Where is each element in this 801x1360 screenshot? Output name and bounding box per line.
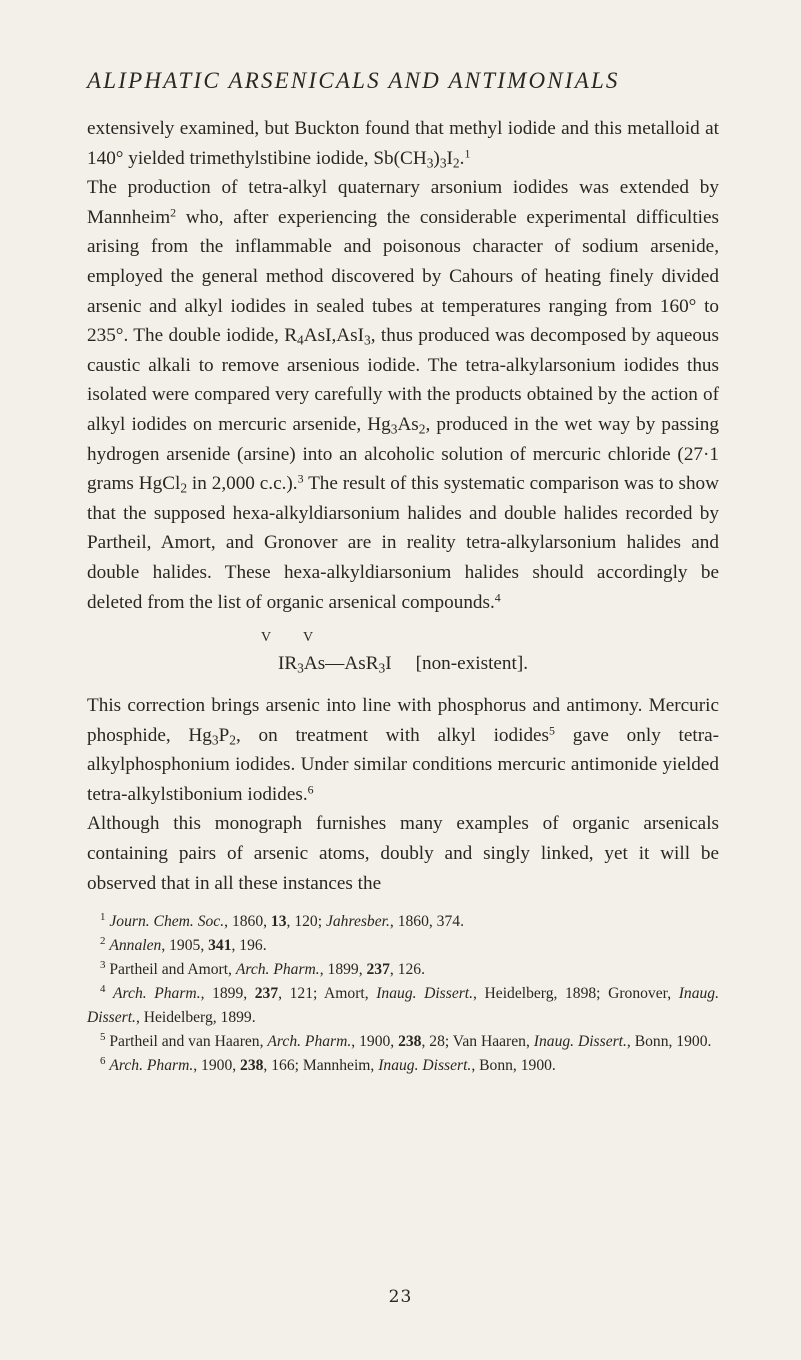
journal-title: Arch. Pharm.	[267, 1033, 352, 1051]
paragraph-4	[87, 809, 719, 898]
text-run: , 121; Amort,	[278, 985, 377, 1003]
text-run: gave only tetra-alkylphosphonium iodides. Under similar conditions mercuric antimonide yielded tetra-alkylstibonium iodides.	[87, 724, 720, 805]
valence-mark: V	[303, 630, 314, 646]
footnote-number: 3	[100, 959, 106, 972]
journal-title: Inaug. Dissert.	[87, 985, 719, 1027]
footnote-ref[interactable]: 2	[170, 205, 177, 220]
text-run: extensively examined, but Buckton found that methyl iodide and this metalloid at 140° yielded trimethylstibine iodide, Sb(CH	[87, 118, 719, 169]
formula-text: As—AsR	[303, 653, 379, 675]
subscript: 3	[211, 732, 219, 748]
footnote-2	[87, 934, 719, 958]
subscript: 4	[297, 332, 304, 348]
subscript: 3	[426, 154, 434, 170]
footnote-5	[87, 1030, 719, 1054]
valence-mark: V	[261, 630, 272, 646]
formula-line	[87, 649, 719, 679]
text-run: .	[459, 147, 465, 169]
footnote-number: 4	[100, 983, 106, 996]
text-run: AsI,AsI	[303, 325, 364, 347]
paragraph-3	[87, 691, 719, 809]
journal-title: Journ. Chem. Soc.	[109, 913, 225, 931]
footnotes	[87, 910, 719, 1078]
journal-title: Arch. Pharm.	[235, 961, 320, 979]
volume: 238	[240, 1057, 264, 1075]
text-run: As	[397, 413, 419, 435]
text-run: , 1900,	[351, 1033, 399, 1051]
subscript: 2	[418, 421, 426, 437]
text-run: )	[433, 147, 440, 169]
formula-text: I	[385, 653, 392, 675]
text-run: , 166; Mannheim,	[263, 1057, 379, 1075]
journal-title: Jahresber.	[325, 913, 390, 931]
text-run: who, after experiencing the considerable experimental difficulties arising from the inflammable and poisonous character of sodium arsenide, employed the general method discovered by Cahours of heating finely divided arsenic and alkyl iodides in sealed tubes at temperatures ranging from 160° to 235°. The double iodide, R	[87, 206, 719, 347]
footnote-number: 1	[100, 911, 106, 924]
subscript: 3	[364, 332, 371, 348]
text-run: , Bonn, 1900.	[471, 1057, 556, 1075]
text-run: , 1900,	[193, 1057, 241, 1075]
journal-title: Inaug. Dissert.	[376, 985, 474, 1003]
subscript: 2	[229, 732, 236, 748]
text-run: , 1899,	[319, 961, 367, 979]
subscript: 3	[378, 660, 386, 676]
journal-title: Arch. Pharm.	[113, 985, 201, 1003]
subscript: 2	[180, 480, 188, 496]
footnote-number: 6	[100, 1055, 106, 1068]
journal-title: Inaug. Dissert.	[533, 1033, 627, 1051]
page	[87, 68, 719, 1078]
footnote-ref[interactable]: 6	[307, 782, 314, 797]
footnote-number: 5	[100, 1031, 106, 1044]
formula-text: IR	[277, 653, 298, 675]
volume: 237	[254, 985, 279, 1003]
journal-title: Annalen	[109, 937, 162, 955]
subscript: 3	[390, 421, 398, 437]
volume: 341	[208, 937, 232, 955]
formula	[87, 617, 719, 691]
journal-title: Arch. Pharm.	[109, 1057, 194, 1075]
volume: 238	[398, 1033, 422, 1051]
subscript: 2	[452, 154, 460, 170]
page-number: 23	[388, 1287, 413, 1307]
journal-title: Inaug. Dissert.	[378, 1057, 472, 1075]
volume: 237	[366, 961, 390, 979]
text-run: The result of this systematic comparison was to show that the supposed hexa-alkyldiarsonium halides and double halides recorded by Partheil, Amort, and Gronover are in reality tetra-alkylarsonium halides and double halides. These hexa-alkyldiarsonium halides should accordingly be deleted from the list of organic arsenical compounds.	[87, 473, 719, 613]
subscript: 3	[439, 154, 447, 170]
text-run: , 1899,	[200, 985, 255, 1003]
paragraph-2	[87, 173, 719, 617]
text-run: The production of tetra-alkyl quaternary arsonium iodides was extended by Mannheim	[87, 177, 719, 228]
text-run: , produced in the wet way by passing hydrogen arsenide (arsine) into an alcoholic solution of mercuric chloride (27·1 grams HgCl	[87, 413, 719, 495]
subscript: 3	[297, 660, 304, 676]
running-head: ALIPHATIC ARSENICALS AND ANTIMONIALS	[87, 68, 620, 93]
text-run: , Heidelberg, 1899.	[135, 1009, 256, 1027]
footnote-3	[87, 958, 719, 982]
footnote-number: 2	[100, 935, 106, 948]
text-run: I	[446, 147, 453, 169]
text-run: Partheil and van Haaren,	[109, 1033, 268, 1051]
text-run: P	[218, 724, 230, 746]
footnote-ref[interactable]: 1	[464, 146, 471, 161]
text-run: in 2,000 c.c.).	[187, 473, 298, 495]
paragraph-1	[87, 114, 719, 173]
text-run: , 1905,	[161, 937, 209, 955]
text-run: , 28; Van Haaren,	[421, 1033, 534, 1051]
text-run: , on treatment with alkyl iodides	[235, 724, 550, 746]
text-run: , 126.	[389, 961, 425, 979]
text-run: Although this monograph furnishes many examples of organic arsenicals containing pairs of arsenic atoms, doubly and singly linked, yet it will be observed that in all these instances the	[87, 813, 719, 894]
footnote-ref[interactable]: 3	[297, 471, 304, 486]
text-run: , thus produced was decomposed by aqueous caustic alkali to remove arsenious iodide. The tetra-alkylarsonium iodides thus isolated were compared very carefully with the products obtained by the action of alkyl iodides on mercuric arsenide, Hg	[87, 325, 719, 435]
footnote-1	[87, 910, 719, 934]
formula-note: [non-existent].	[415, 653, 529, 675]
footnote-ref[interactable]: 4	[494, 589, 501, 604]
text-run: , 196.	[231, 937, 267, 955]
text-run: Partheil and Amort,	[109, 961, 236, 979]
text-run: , Heidelberg, 1898; Gronover,	[473, 985, 679, 1003]
text-run: , 1860,	[224, 913, 271, 931]
text-run: , Bonn, 1900.	[626, 1033, 712, 1051]
footnote-6	[87, 1054, 719, 1078]
footnote-ref[interactable]: 5	[549, 723, 555, 738]
text-run: , 120;	[286, 913, 326, 931]
body-text	[87, 114, 719, 898]
text-run: This correction brings arsenic into line with phosphorus and antimony. Mercuric phosphide, Hg	[87, 695, 719, 746]
volume: 13	[270, 913, 287, 931]
footnote-4	[87, 982, 719, 1030]
text-run: , 1860, 374.	[389, 913, 464, 931]
